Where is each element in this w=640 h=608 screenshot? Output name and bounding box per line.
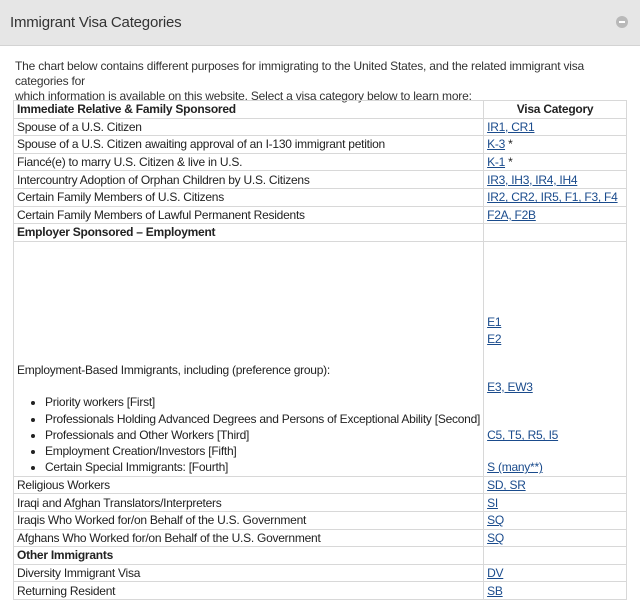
column-header-purpose: Immediate Relative & Family Sponsored — [14, 101, 484, 119]
table-row — [14, 494, 627, 512]
section-header — [0, 0, 640, 46]
table-row — [14, 511, 627, 529]
table-row — [14, 153, 627, 171]
table-row — [14, 529, 627, 547]
intro-line-1: The chart below contains different purposes for immigrating to the United States, and the related immigrant visa categories for — [15, 59, 585, 88]
table-header-row — [14, 101, 627, 119]
visa-link[interactable]: IR2, CR2, IR5, F1, F3, F4 — [487, 190, 618, 205]
table-row — [14, 476, 627, 494]
table-row — [14, 136, 627, 154]
table-row — [14, 118, 627, 136]
section-label: Other Immigrants — [14, 547, 484, 565]
table-row — [14, 206, 627, 224]
list-item: • Professionals Holding Advanced Degrees and Persons of Exceptional Ability [Second] — [45, 411, 480, 427]
visa-link[interactable]: C5, T5, R5, I5 — [487, 428, 559, 443]
visa-link[interactable]: SB — [487, 583, 503, 598]
table-row — [14, 582, 627, 600]
section-title: Immigrant Visa Categories — [10, 14, 182, 31]
visa-note: * — [505, 155, 513, 170]
table-row — [14, 171, 627, 189]
visa-link[interactable]: S (many**) — [487, 460, 543, 475]
row-label: Spouse of a U.S. Citizen awaiting approval of an I-130 immigrant petition — [14, 136, 484, 154]
visa-link[interactable]: K-3 — [487, 137, 506, 152]
row-label: Religious Workers — [14, 476, 484, 494]
row-label: Spouse of a U.S. Citizen — [14, 118, 484, 136]
row-label: Employment-Based Immigrants, including (preference group): — [17, 363, 330, 378]
visa-link[interactable]: IR1, CR1 — [487, 119, 535, 134]
minus-circle-icon[interactable] — [616, 16, 628, 28]
table-row — [14, 188, 627, 206]
list-item: • Certain Special Immigrants: [Fourth] — [45, 459, 480, 475]
section-row-other — [14, 547, 627, 565]
visa-note: * — [505, 137, 513, 152]
row-label: Certain Family Members of Lawful Permanent Residents — [14, 206, 484, 224]
visa-link[interactable]: E2 — [487, 331, 502, 346]
preference-list — [17, 394, 480, 475]
row-label: Certain Family Members of U.S. Citizens — [14, 188, 484, 206]
row-label: Diversity Immigrant Visa — [14, 564, 484, 582]
visa-link[interactable]: F2A, F2B — [487, 207, 536, 222]
intro-line-2: which information is available on this website. Select a visa category below to learn more: — [15, 89, 472, 103]
row-label: Iraqi and Afghan Translators/Interpreters — [14, 494, 484, 512]
list-item: • Professionals and Other Workers [Third] — [45, 427, 480, 443]
intro-text — [15, 59, 627, 104]
visa-link[interactable]: SQ — [487, 513, 504, 528]
visa-link[interactable]: SQ — [487, 530, 504, 545]
visa-category-table — [13, 100, 627, 600]
row-label: Fiancé(e) to marry U.S. Citizen & live in U.S. — [14, 153, 484, 171]
visa-link[interactable]: E1 — [487, 315, 502, 330]
section-label: Employer Sponsored – Employment — [14, 224, 484, 242]
visa-link[interactable]: K-1 — [487, 155, 506, 170]
visa-link[interactable]: DV — [487, 566, 504, 581]
column-header-visa-category: Visa Category — [484, 101, 627, 119]
table-row — [14, 564, 627, 582]
row-label: Afghans Who Worked for/on Behalf of the U.S. Government — [14, 529, 484, 547]
row-label: Returning Resident — [14, 582, 484, 600]
row-label: Iraqis Who Worked for/on Behalf of the U.S. Government — [14, 511, 484, 529]
list-item: • Employment Creation/Investors [Fifth] — [45, 443, 480, 459]
visa-link[interactable]: IR3, IH3, IR4, IH4 — [487, 172, 578, 187]
visa-link[interactable]: SI — [487, 495, 498, 510]
list-item: • Priority workers [First] — [45, 394, 480, 410]
row-label: Intercountry Adoption of Orphan Children by U.S. Citizens — [14, 171, 484, 189]
table-row-employment — [14, 241, 627, 476]
section-row-employer — [14, 224, 627, 242]
visa-link[interactable]: E3, EW3 — [487, 379, 533, 394]
visa-link[interactable]: SD, SR — [487, 478, 526, 493]
